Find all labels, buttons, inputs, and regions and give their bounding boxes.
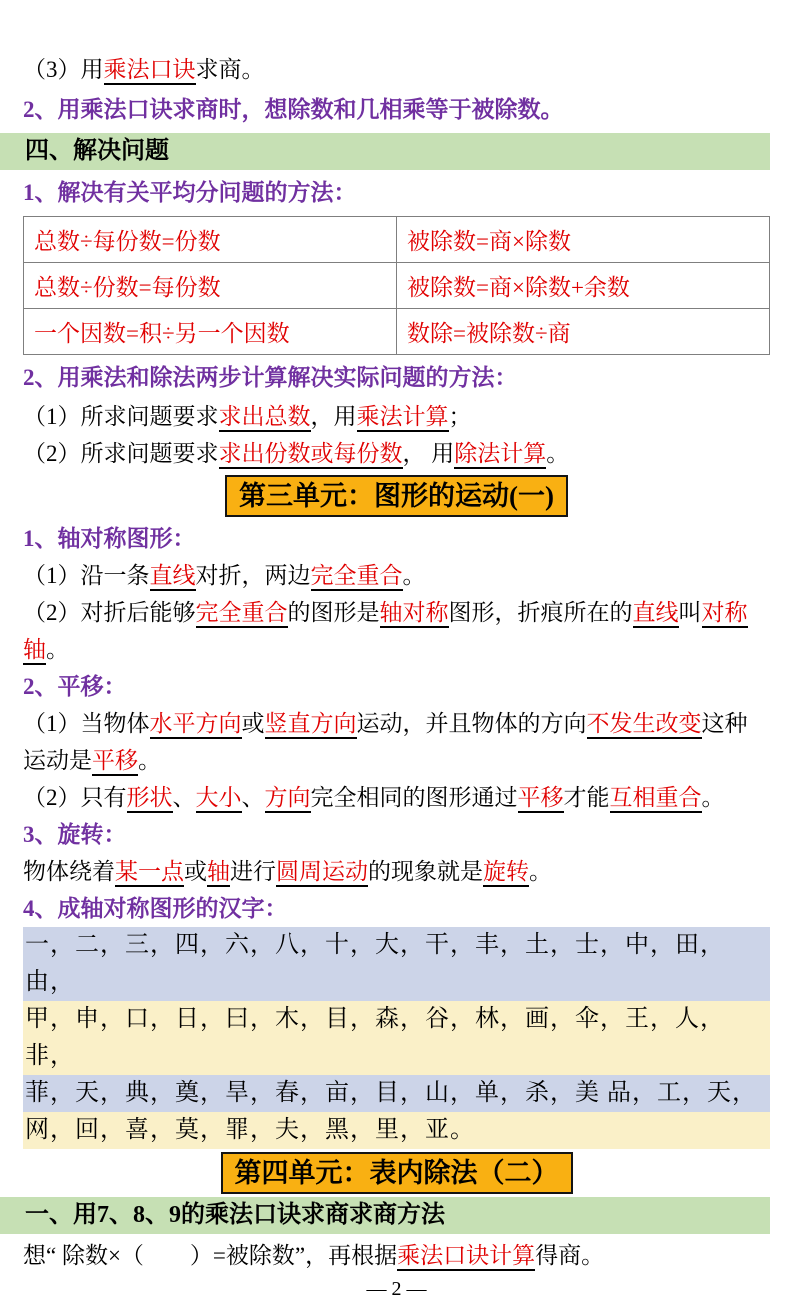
table-cell: 被除数=商×除数 xyxy=(397,217,770,263)
key-term: 旋转 xyxy=(483,859,529,887)
axisymmetric-chars-row-3: 菲，天，典，奠，旱，春，亩，目，山，单，杀，美 品，工，天， xyxy=(23,1075,770,1112)
text-segment: 物体绕着 xyxy=(23,859,115,884)
axisymmetric-chars-row-1: 一，二，三，四，六，八，十，大，干，丰，土，士，中，田，由， xyxy=(23,927,770,1001)
text-segment: 想“ 除数×（ ）=被除数”，再根据 xyxy=(23,1243,398,1268)
text-line-rotation-definition xyxy=(23,853,770,890)
table-row xyxy=(24,217,770,263)
text-segment: 。 xyxy=(46,637,69,662)
key-term: 求出份数或每份数 xyxy=(219,441,403,469)
axisymmetric-chars-row-4: 网，回，喜，莫，罪，夫，黑，里，亚。 xyxy=(23,1112,770,1149)
text-segment: 。 xyxy=(529,859,552,884)
section-heading-solve-problems: 四、解决问题 xyxy=(0,133,770,170)
unit-4-title: 第四单元：表内除法（二） xyxy=(221,1152,573,1194)
text-line-fold-overlap xyxy=(23,557,770,594)
text-segment: 求商。 xyxy=(195,57,265,82)
heading-axisymmetric-characters: 4、成轴对称图形的汉字： xyxy=(23,896,288,921)
key-term: 乘法口诀 xyxy=(104,57,196,85)
text-segment: 叫 xyxy=(678,600,702,625)
key-term: 平移 xyxy=(518,785,564,813)
text-segment: 的图形是 xyxy=(287,600,380,625)
text-segment: 。 xyxy=(546,441,570,466)
text-segment: （2）只有 xyxy=(23,785,127,810)
text-segment: 进行 xyxy=(230,859,276,884)
text-segment: ， 用 xyxy=(402,441,455,466)
text-line-division-formula xyxy=(23,50,770,90)
text-line-divide-case xyxy=(23,435,770,472)
key-term: 轴对称 xyxy=(380,600,449,628)
table-cell: 总数÷每份数=份数 xyxy=(24,217,397,263)
heading-average-division-methods: 1、解决有关平均分问题的方法： xyxy=(23,180,357,205)
text-segment: 。 xyxy=(402,563,426,588)
table-cell: 被除数=商×除数+余数 xyxy=(397,263,770,309)
key-term: 方向 xyxy=(265,785,311,813)
table-cell: 总数÷份数=每份数 xyxy=(24,263,397,309)
section-heading-789-method: 一、用7、8、9的乘法口诀求商求商方法 xyxy=(0,1197,770,1234)
text-line-translation-overlap xyxy=(23,779,770,816)
key-term: 某一点 xyxy=(115,859,184,887)
key-term: 乘法计算 xyxy=(357,404,449,432)
unit-4-title-row xyxy=(23,1152,770,1194)
text-segment: 。 xyxy=(701,785,725,810)
table-cell: 数除=被除数÷商 xyxy=(397,309,770,355)
unit-3-title: 第三单元：图形的运动(一) xyxy=(225,475,568,517)
text-segment: 得商。 xyxy=(535,1243,605,1268)
key-term: 竖直方向 xyxy=(265,711,357,739)
text-line-translation-definition xyxy=(23,705,770,779)
text-segment: （1）当物体 xyxy=(23,711,150,736)
table-row xyxy=(24,309,770,355)
formula-table xyxy=(23,216,770,355)
key-term: 轴 xyxy=(207,859,230,887)
text-segment: 或 xyxy=(184,859,207,884)
text-segment: （1）沿一条 xyxy=(23,563,150,588)
key-term: 不发生改变 xyxy=(587,711,702,739)
text-segment: 运动，并且物体的方向 xyxy=(356,711,587,736)
text-segment: （3）用 xyxy=(23,57,104,82)
text-segment: 才能 xyxy=(563,785,610,810)
table-row xyxy=(24,263,770,309)
text-segment: 的现象就是 xyxy=(368,859,483,884)
key-term: 平移 xyxy=(92,748,138,776)
key-term: 求出总数 xyxy=(219,404,311,432)
heading-translation: 2、平移： xyxy=(23,674,127,699)
text-segment: ，用 xyxy=(310,404,357,429)
text-segment: 图形，折痕所在的 xyxy=(448,600,633,625)
key-term: 完全重合 xyxy=(311,563,403,591)
unit-3-title-row xyxy=(23,475,770,517)
heading-quotient-rule: 2、用乘法口诀求商时，想除数和几相乘等于被除数。 xyxy=(23,97,564,122)
text-line-multiply-case xyxy=(23,398,770,435)
key-term: 乘法口诀计算 xyxy=(397,1243,535,1271)
text-line-symmetry-axis xyxy=(23,594,770,668)
key-term: 完全重合 xyxy=(196,600,288,628)
key-term: 大小 xyxy=(196,785,242,813)
key-term: 形状 xyxy=(127,785,173,813)
key-term: 互相重合 xyxy=(610,785,702,813)
text-segment: （1）所求问题要求 xyxy=(23,404,219,429)
key-term: 对称轴 xyxy=(23,600,748,665)
text-segment: 或 xyxy=(241,711,265,736)
text-segment: 、 xyxy=(241,785,265,810)
key-term: 除法计算 xyxy=(454,441,546,469)
text-segment: 。 xyxy=(138,748,161,773)
key-term: 直线 xyxy=(633,600,679,628)
text-line-789-rule xyxy=(23,1237,770,1274)
text-segment: 对折，两边 xyxy=(195,563,311,588)
table-cell: 一个因数=积÷另一个因数 xyxy=(24,309,397,355)
heading-two-step-methods: 2、用乘法和除法两步计算解决实际问题的方法： xyxy=(23,365,518,390)
text-segment: 完全相同的图形通过 xyxy=(310,785,518,810)
heading-axisymmetric-figure: 1、轴对称图形： xyxy=(23,526,196,551)
text-segment: 、 xyxy=(172,785,196,810)
axisymmetric-chars-row-2: 甲，申，口，日，曰，木，目，森，谷，林，画，伞，王，人，非， xyxy=(23,1001,770,1075)
text-segment: 这种运动是 xyxy=(23,711,748,773)
key-term: 圆周运动 xyxy=(276,859,368,887)
text-segment: （2）对折后能够 xyxy=(23,600,196,625)
page-number: — 2 — xyxy=(366,1278,427,1300)
heading-rotation: 3、旋转： xyxy=(23,822,127,847)
key-term: 水平方向 xyxy=(150,711,242,739)
text-segment: （2）所求问题要求 xyxy=(23,441,219,466)
text-segment: ； xyxy=(448,404,472,429)
key-term: 直线 xyxy=(150,563,196,591)
